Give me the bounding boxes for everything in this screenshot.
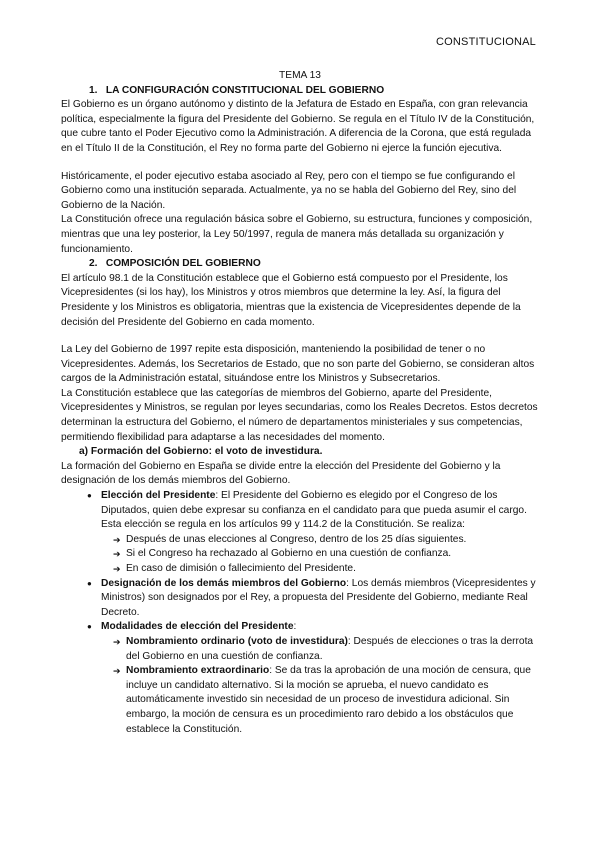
tema-title: TEMA 13 [279,70,321,81]
bullet-2-title: Designación de los demás miembros del Gobierno [101,577,347,589]
arrow-item-title: Nombramiento ordinario (voto de investidura) [126,635,348,647]
subsection-a-intro: La formación del Gobierno en España se divide entre la elección del Presidente del Gobierno y la designación de los demás miembros del Gobierno. [61,460,501,487]
section-2-paragraph-3: La Constitución establece que las categorías de miembros del Gobierno, aparte del Presidente, Vicepresidentes y Ministros, se regulan por leyes secundarias, como los Reales Decretos. Estos decretos determinan la estructura del Gobierno, el número de departamentos ministeriales y sus competencias, permitiendo flexibilidad para adaptarse a las necesidades del momento. [61,387,538,443]
section-2-heading [89,257,539,272]
bullet-2-text: : Los demás miembros (Vicepresidentes y Ministros) son designados por el Rey, a propuesta del Presidente del Gobierno, mediante Real Decreto. [101,577,536,618]
subsection-a-heading [79,445,539,460]
arrow-list-2 [61,635,539,737]
arrow-item-nombramiento-extraordinario [113,664,539,737]
bullet-modalidades-eleccion [89,620,539,635]
section-2-number: 2. [89,258,98,270]
arrow-item-nombramiento-ordinario [113,635,539,664]
bullet-3-colon: : [293,621,297,633]
arrow-item-title: Nombramiento extraordinario [126,665,270,677]
bullet-1-title: Elección del Presidente [101,490,216,502]
bullet-designacion-miembros [89,577,539,621]
bullet-list-2 [61,577,539,635]
bullet-3-title: Modalidades de elección del Presidente [101,621,294,633]
section-2-title: COMPOSICIÓN DEL GOBIERNO [105,258,261,270]
arrow-item: ➔ Después de unas elecciones al Congreso, dentro de los 25 días siguientes. [113,533,539,548]
section-1-heading [89,84,539,99]
bullet-eleccion-presidente [89,489,539,533]
arrow-item: ➔ Si el Congreso ha rechazado al Gobierno en una cuestión de confianza. [113,547,539,562]
running-header: CONSTITUCIONAL [436,36,536,48]
section-1-paragraph-1: El Gobierno es un órgano autónomo y distinto de la Jefatura de Estado en España, con gran relevancia política, especialmente la figura del Presidente del Gobierno. Se regula en el Título IV de la Constitución, que cubre tanto el Poder Ejecutivo como la Administración. A diferencia de la Corona, que está regulada en el Título II de la Constitución, el Rey no forma parte del Gobierno ni ejerce la función ejecutiva. [61,99,535,154]
section-1-number: 1. [89,84,98,96]
document-body [61,69,539,737]
bullet-1-text: : El Presidente del Gobierno es elegido por el Congreso de los Diputados, quien debe expresar su confianza en el candidato para que pueda asumir el cargo. Esta elección se regula en los artículos 99 y 114.2 de la Constitución. Se realiza: [101,490,527,531]
section-1-title: LA CONFIGURACIÓN CONSTITUCIONAL DEL GOBIERNO [105,84,385,96]
subsection-a-title: Formación del Gobierno: el voto de investidura. [90,446,323,458]
section-2-paragraph-1: El artículo 98.1 de la Constitución establece que el Gobierno está compuesto por el Presidente, los Vicepresidentes (si los hay), los Ministros y otros miembros que determine la ley. Así, la figura del Presidente y los Ministros es obligatoria, mientras que la existencia de Vicepresidentes depende de la decisión del Presidente del Gobierno en cada momento. [61,272,521,328]
arrow-item: ➔ En caso de dimisión o fallecimiento del Presidente. [113,562,539,577]
subsection-a-letter: a) [79,446,89,458]
section-2-paragraph-2: La Ley del Gobierno de 1997 repite esta disposición, manteniendo la posibilidad de tener o no Vicepresidentes. Además, los Secretarios de Estado, que no son parte del Gobierno, se consideran altos cargos de la Administración estatal, situándose entre los Ministros y Subsecretarios. [61,344,535,385]
section-1-paragraph-3: La Constitución ofrece una regulación básica sobre el Gobierno, su estructura, funciones y composición, mientras que una ley posterior, la Ley 50/1997, regula de manera más detallada su organización y funcionamiento. [61,214,533,255]
arrow-list-1 [61,533,539,577]
arrow-item-text: : Después de elecciones o tras la derrota del Gobierno en una cuestión de confianza. [126,635,534,662]
bullet-list [61,489,539,533]
section-1-paragraph-2: Históricamente, el poder ejecutivo estaba asociado al Rey, pero con el tiempo se fue configurando el Gobierno como una institución separada. Actualmente, ya no se habla del Gobierno del Rey, sino del Gobierno de la Nación. [61,170,517,211]
arrow-item-text: : Se da tras la aprobación de una moción de censura, que incluye un candidato alternativo. Si la moción se aprueba, el nuevo candidato es automáticamente investido sin necesidad de un proceso de investidura adicional. Sin embargo, la moción de censura es un procedimiento raro debido a los obstáculos que establece la Constitución. [126,665,531,735]
